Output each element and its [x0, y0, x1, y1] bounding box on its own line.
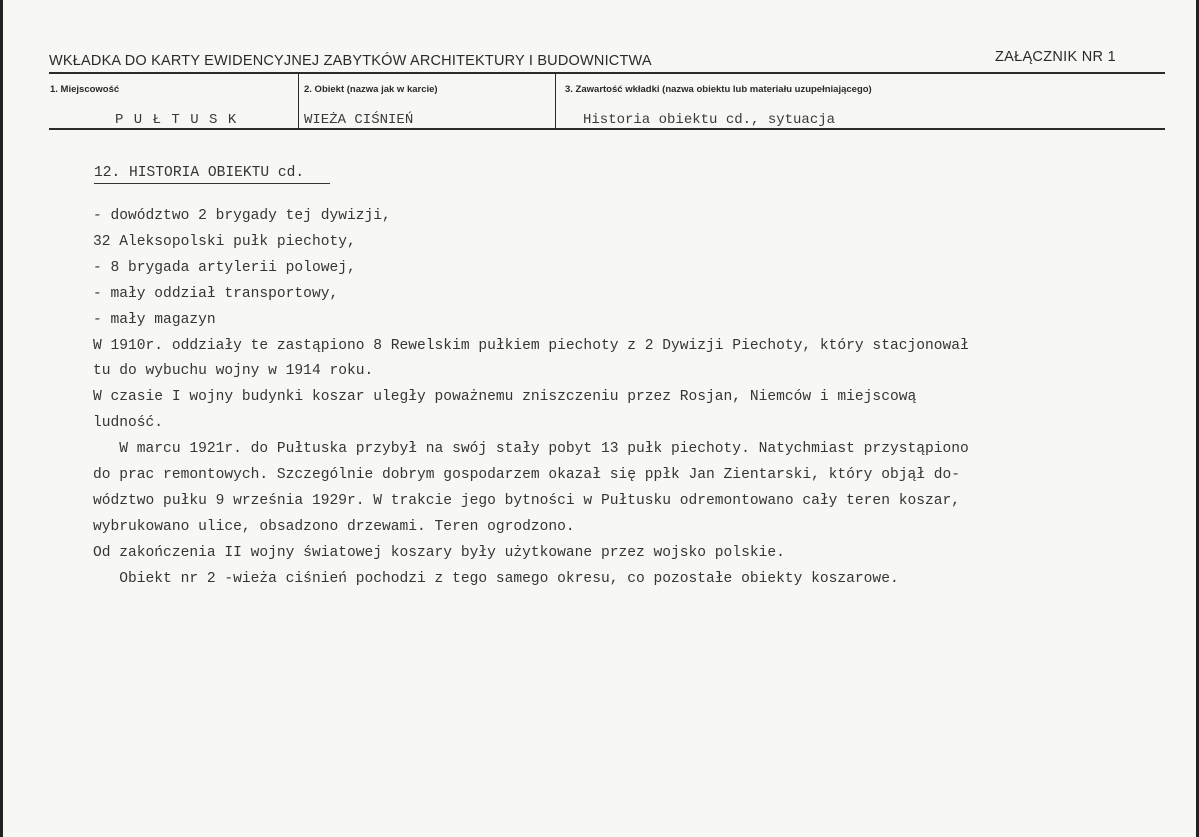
object-label: 2. Obiekt (nazwa jak w karcie): [304, 84, 438, 95]
text-line: wybrukowano ulice, obsadzono drzewami. Teren ogrodzono.: [93, 518, 575, 535]
header-top-rule: [49, 72, 1165, 74]
place-value: P U Ł T U S K: [115, 112, 238, 128]
content-value: Historia obiektu cd., sytuacja: [583, 112, 836, 128]
field-divider: [298, 74, 299, 130]
object-value: WIEŻA CIŚNIEŃ: [304, 112, 414, 128]
text-line: ludność.: [93, 415, 164, 432]
text-line: - 8 brygada artylerii polowej,: [93, 259, 356, 276]
section-title: 12. HISTORIA OBIEKTU cd.: [94, 165, 330, 184]
text-line: tu do wybuchu wojny w 1914 roku.: [93, 363, 374, 380]
text-line: - dowództwo 2 brygady tej dywizji,: [93, 208, 391, 224]
form-title: WKŁADKA DO KARTY EWIDENCYJNEJ ZABYTKÓW ARCHITEKTURY I BUDOWNICTWA: [49, 53, 652, 69]
text-line: W 1910r. oddziały te zastąpiono 8 Rewelskim pułkiem piechoty z 2 Dywizji Piechoty, który stacjonował: [93, 337, 969, 354]
field-divider: [555, 74, 556, 130]
text-line: wództwo pułku 9 września 1929r. W trakcie jego bytności w Pułtusku odremontowano cały teren koszar,: [93, 492, 961, 509]
text-line: 32 Aleksopolski pułk piechoty,: [93, 233, 356, 250]
text-line: W marcu 1921r. do Pułtuska przybył na swój stały pobyt 13 pułk piechoty. Natychmiast przystąpiono: [93, 441, 969, 458]
header-bottom-rule: [49, 128, 1165, 130]
text-line: Od zakończenia II wojny światowej koszary były użytkowane przez wojsko polskie.: [93, 544, 785, 561]
text-line: do prac remontowych. Szczególnie dobrym gospodarzem okazał się ppłk Jan Zientarski, który objął do-: [93, 467, 961, 483]
place-label: 1. Miejscowość: [50, 84, 120, 95]
annex-number: ZAŁĄCZNIK NR 1: [994, 49, 1116, 65]
text-line: - mały magazyn: [93, 311, 216, 328]
text-line: - mały oddział transportowy,: [93, 285, 339, 302]
text-line: W czasie I wojny budynki koszar uległy poważnemu zniszczeniu przez Rosjan, Niemców i miejscową: [93, 389, 917, 406]
content-label: 3. Zawartość wkładki (nazwa obiektu lub materiału uzupełniającego): [565, 84, 872, 95]
text-line: Obiekt nr 2 -wieża ciśnień pochodzi z tego samego okresu, co pozostałe obiekty koszarowe.: [93, 570, 899, 587]
